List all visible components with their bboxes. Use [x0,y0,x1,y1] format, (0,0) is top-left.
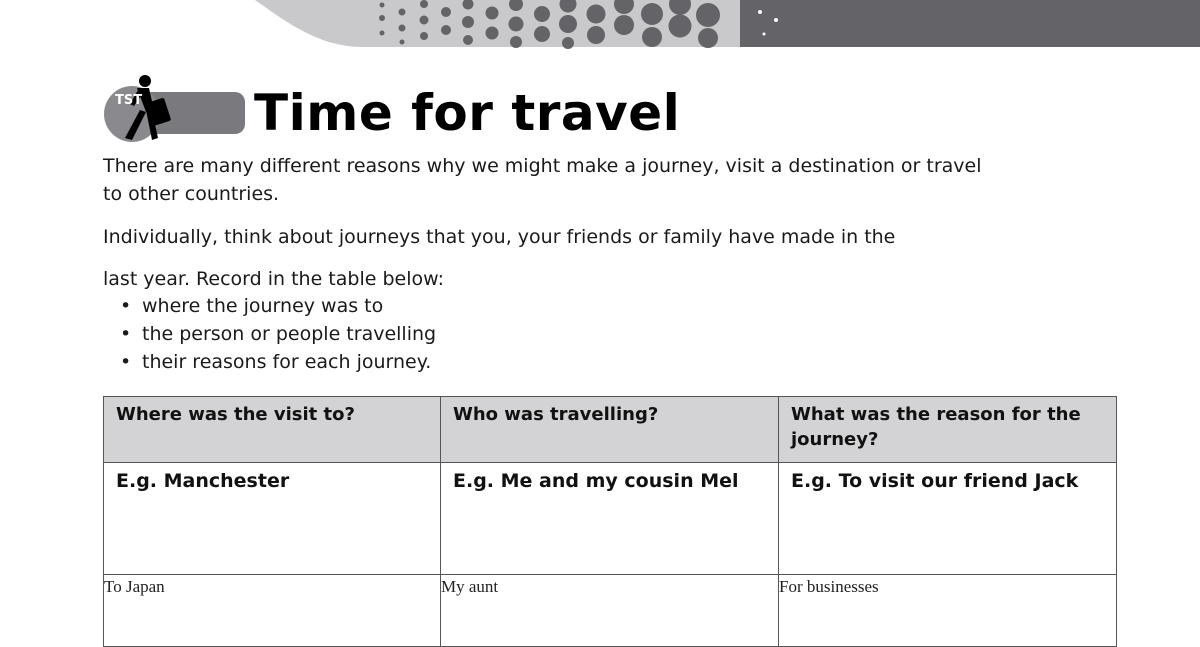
bullet-item [103,320,436,348]
journeys-table [103,396,1117,647]
instruction-bullet-list [103,292,436,376]
bullet-text: their reasons for each journey. [142,351,432,373]
column-header-traveller: Who was travelling? [441,397,779,463]
intro-paragraph: There are many different reasons why we might make a journey, visit a destination or travel to other countries. [103,155,982,205]
example-reason-cell: E.g. To visit our friend Jack [779,463,1117,575]
column-header-destination: Where was the visit to? [104,397,441,463]
traveller-cell[interactable]: My aunt [441,575,779,647]
example-traveller-cell: E.g. Me and my cousin Mel [441,463,779,575]
bullet-icon: • [120,351,132,373]
traveller-with-suitcase-icon [102,74,247,146]
table-header-row [104,397,1117,463]
header-banner [0,0,1200,50]
instruction-paragraph-continued: last year. Record in the table below: [103,268,445,290]
bullet-text: where the journey was to [142,295,384,317]
bullet-text: the person or people travelling [142,323,437,345]
instruction-paragraph: Individually, think about journeys that you, your friends or family have made in the [103,226,896,248]
bullet-item [103,292,436,320]
example-destination-cell: E.g. Manchester [104,463,441,575]
destination-cell[interactable]: To Japan [104,575,441,647]
table-row [104,575,1117,647]
svg-text:TST: TST [115,93,143,108]
bullet-icon: • [120,323,132,345]
reason-cell[interactable]: For businesses [779,575,1117,647]
bullet-item [103,348,436,376]
page-title: Time for travel [254,84,681,142]
bullet-icon: • [120,295,132,317]
example-row [104,463,1117,575]
column-header-reason: What was the reason for the journey? [779,397,1117,463]
